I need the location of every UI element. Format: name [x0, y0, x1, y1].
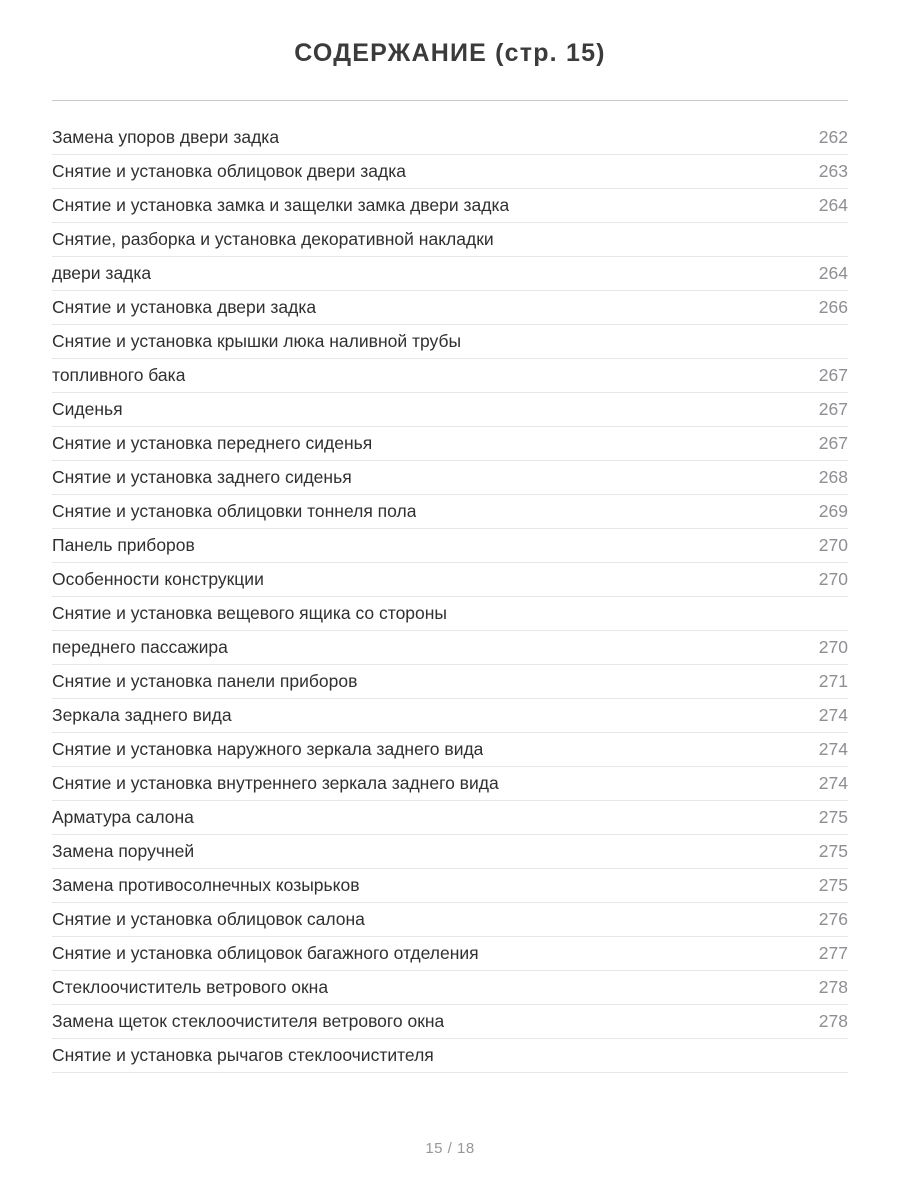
toc-entry-title: Панель приборов	[52, 535, 195, 555]
toc-entry-page: 270	[818, 535, 848, 555]
toc-row[interactable]	[52, 529, 848, 563]
toc-row[interactable]	[52, 461, 848, 495]
toc-entry-page: 275	[818, 875, 848, 895]
toc-row[interactable]	[52, 733, 848, 767]
toc-entry-page: 268	[818, 467, 848, 487]
toc-row[interactable]	[52, 427, 848, 461]
toc-row[interactable]	[52, 257, 848, 291]
toc-row[interactable]	[52, 495, 848, 529]
title-divider	[52, 100, 848, 101]
toc-row[interactable]	[52, 903, 848, 937]
toc-entry-title: Замена поручней	[52, 841, 195, 861]
toc-row[interactable]	[52, 937, 848, 971]
toc-entry-page: 266	[818, 297, 848, 317]
toc-entry-title: Снятие и установка переднего сиденья	[52, 433, 373, 453]
toc-entry-page: 278	[818, 977, 848, 997]
toc-entry-title: Арматура салона	[52, 807, 194, 827]
page-title: СОДЕРЖАНИЕ (стр. 15)	[294, 39, 606, 67]
toc-entry-page: 274	[818, 773, 848, 793]
toc-entry-title: Стеклоочиститель ветрового окна	[52, 977, 329, 997]
toc-entry-title: Снятие и установка наружного зеркала заднего вида	[52, 739, 484, 759]
toc-entry-page: 270	[818, 569, 848, 589]
toc-row[interactable]	[52, 563, 848, 597]
toc-entry-title: Снятие и установка облицовок багажного отделения	[52, 943, 479, 963]
toc-row[interactable]	[52, 631, 848, 665]
toc-entry-page: 271	[818, 671, 848, 691]
toc-list	[52, 121, 848, 1073]
toc-entry-title: Замена щеток стеклоочистителя ветрового окна	[52, 1011, 445, 1031]
toc-entry-title: Снятие и установка двери задка	[52, 297, 317, 317]
toc-entry-title: Снятие и установка облицовки тоннеля пола	[52, 501, 417, 521]
toc-entry-title: Снятие и установка облицовок салона	[52, 909, 365, 929]
toc-entry-page: 270	[818, 637, 848, 657]
toc-row[interactable]	[52, 121, 848, 155]
toc-entry-page: 275	[818, 841, 848, 861]
toc-entry-title: Снятие и установка заднего сиденья	[52, 467, 352, 487]
toc-row[interactable]	[52, 835, 848, 869]
toc-entry-page: 267	[818, 433, 848, 453]
toc-entry-page: 262	[818, 127, 848, 147]
toc-entry-title: Снятие и установка облицовок двери задка	[52, 161, 407, 181]
toc-row[interactable]	[52, 869, 848, 903]
toc-entry-page: 267	[818, 365, 848, 385]
toc-row[interactable]	[52, 359, 848, 393]
toc-entry-page: 276	[818, 909, 848, 929]
toc-row[interactable]	[52, 393, 848, 427]
toc-entry-title: топливного бака	[52, 365, 186, 385]
toc-row[interactable]	[52, 223, 848, 257]
toc-entry-title: Особенности конструкции	[52, 569, 264, 589]
toc-row[interactable]	[52, 971, 848, 1005]
toc-entry-title: Замена упоров двери задка	[52, 127, 280, 147]
toc-row[interactable]	[52, 767, 848, 801]
toc-entry-page: 277	[818, 943, 848, 963]
toc-entry-title: Снятие и установка крышки люка наливной трубы	[52, 331, 462, 351]
toc-entry-page: 264	[818, 263, 848, 283]
toc-row[interactable]	[52, 699, 848, 733]
toc-entry-page: 264	[818, 195, 848, 215]
toc-row[interactable]	[52, 291, 848, 325]
toc-entry-page: 275	[818, 807, 848, 827]
toc-entry-title: Зеркала заднего вида	[52, 705, 232, 725]
toc-entry-title: Замена противосолнечных козырьков	[52, 875, 360, 895]
toc-entry-page: 278	[818, 1011, 848, 1031]
toc-entry-title: Снятие, разборка и установка декоративной накладки	[52, 229, 494, 249]
toc-entry-title: Снятие и установка внутреннего зеркала заднего вида	[52, 773, 499, 793]
toc-row[interactable]	[52, 1005, 848, 1039]
toc-entry-title: двери задка	[52, 263, 152, 283]
toc-row[interactable]	[52, 189, 848, 223]
toc-entry-title: Снятие и установка замка и защелки замка двери задка	[52, 195, 510, 215]
toc-row[interactable]	[52, 1039, 848, 1073]
toc-row[interactable]	[52, 597, 848, 631]
toc-row[interactable]	[52, 325, 848, 359]
toc-entry-page: 269	[818, 501, 848, 521]
toc-row[interactable]	[52, 801, 848, 835]
toc-row[interactable]	[52, 155, 848, 189]
toc-entry-title: переднего пассажира	[52, 637, 228, 657]
toc-entry-page: 274	[818, 739, 848, 759]
toc-entry-title: Снятие и установка вещевого ящика со стороны	[52, 603, 448, 623]
toc-entry-title: Сиденья	[52, 399, 123, 419]
toc-entry-page: 267	[818, 399, 848, 419]
toc-entry-title: Снятие и установка рычагов стеклоочистителя	[52, 1045, 434, 1065]
toc-row[interactable]	[52, 665, 848, 699]
toc-entry-title: Снятие и установка панели приборов	[52, 671, 358, 691]
toc-entry-page: 263	[818, 161, 848, 181]
pagination-indicator: 15 / 18	[425, 1140, 475, 1157]
toc-entry-page: 274	[818, 705, 848, 725]
